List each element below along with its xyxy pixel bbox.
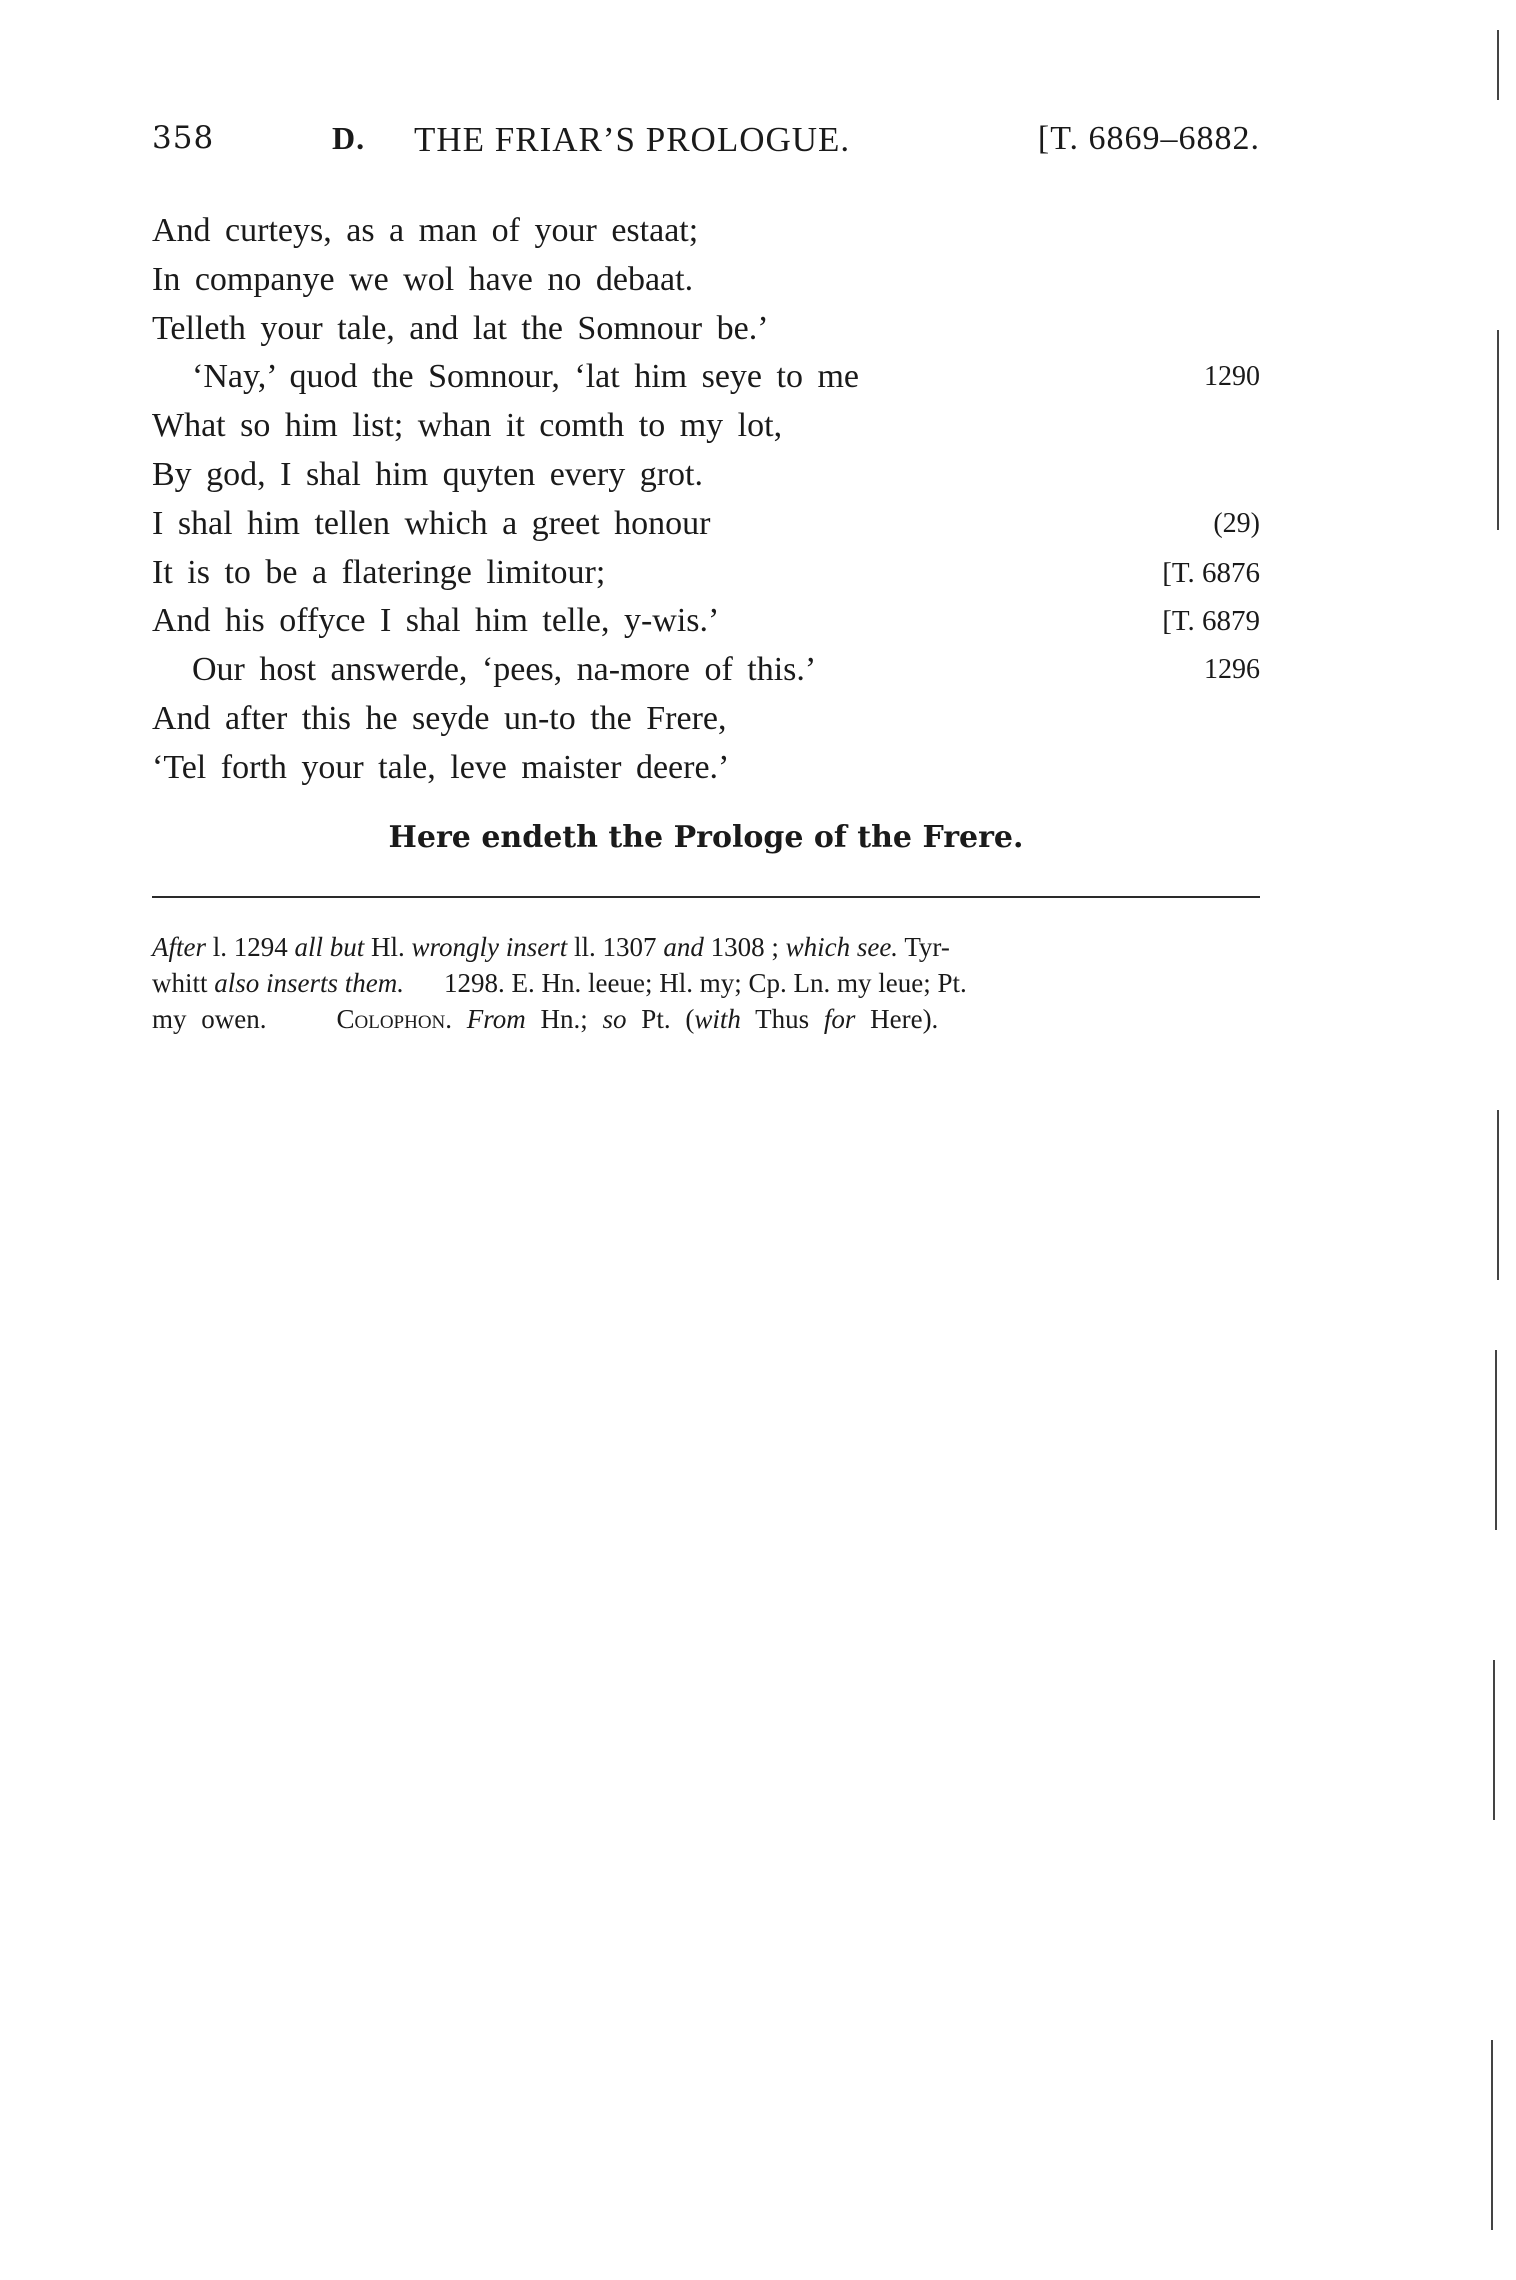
note-text: l. 1294 xyxy=(212,932,288,962)
note-line xyxy=(152,929,1260,965)
scan-edge-mark xyxy=(1491,2040,1493,2230)
note-italic: with xyxy=(694,1004,741,1034)
note-text: Thus xyxy=(755,1004,810,1034)
verse-text: And his offyce I shal him telle, y-wis.’ xyxy=(152,602,720,640)
verse-text: I shal him tellen which a greet honour xyxy=(152,504,711,542)
note-text: Tyr- xyxy=(904,932,950,962)
tyrwhitt-line-range: [T. 6869–6882. xyxy=(1037,120,1260,157)
verse-block xyxy=(152,207,1260,793)
verse-line xyxy=(152,207,1260,256)
verse-text: What so him list; whan it comth to my lot, xyxy=(152,407,783,445)
note-text: Hn.; xyxy=(540,1004,588,1034)
verse-line xyxy=(152,353,1260,402)
note-smallcaps: Colophon. xyxy=(336,1004,453,1034)
note-text: 1308 ; xyxy=(710,932,779,962)
note-line xyxy=(152,965,1260,1001)
section-letter: D. xyxy=(332,120,366,156)
note-italic: wrongly insert xyxy=(411,932,568,962)
page-title: THE FRIAR’S PROLOGUE. xyxy=(414,120,851,159)
verse-line xyxy=(152,500,1260,549)
scan-edge-mark xyxy=(1497,330,1499,530)
tyrwhitt-reference: [T. 6876 xyxy=(1162,556,1260,589)
verse-text: ‘Nay,’ quod the Somnour, ‘lat him seye to me xyxy=(192,358,860,396)
verse-line xyxy=(152,646,1260,695)
scan-edge-mark xyxy=(1497,1110,1499,1280)
note-italic: which see. xyxy=(785,932,899,962)
verse-line xyxy=(152,549,1260,598)
verse-line xyxy=(152,744,1260,793)
verse-text: It is to be a flateringe limitour; xyxy=(152,553,606,591)
note-text: 1298. E. Hn. leeue; Hl. my; Cp. Ln. my leue; Pt. xyxy=(444,968,967,998)
note-text: Pt. ( xyxy=(641,1004,695,1034)
verse-line xyxy=(152,305,1260,354)
verse-text: Telleth your tale, and lat the Somnour be.’ xyxy=(152,309,769,347)
verse-text: And after this he seyde un-to the Frere, xyxy=(152,699,727,737)
note-italic: From xyxy=(466,1004,526,1034)
verse-line xyxy=(152,451,1260,500)
verse-line xyxy=(152,695,1260,744)
note-italic: After xyxy=(152,932,206,962)
verse-text: And curteys, as a man of your estaat; xyxy=(152,212,699,249)
line-number: 1290 xyxy=(1204,361,1260,393)
note-text: Hl. xyxy=(371,932,405,962)
note-text: my owen. xyxy=(152,1004,267,1034)
verse-line xyxy=(152,597,1260,646)
page-number: 358 xyxy=(152,120,215,156)
colophon: Here endeth the Prologe of the Frere. xyxy=(388,820,1024,855)
note-italic: all but xyxy=(294,932,365,962)
verse-text: ‘Tel forth your tale, leve maister deere.’ xyxy=(152,748,730,786)
verse-text: Our host answerde, ‘pees, na-more of this.’ xyxy=(192,651,817,689)
note-text: ll. 1307 xyxy=(574,932,657,962)
note-italic: also inserts them. xyxy=(214,968,405,998)
note-text: whitt xyxy=(152,968,208,998)
footnote-divider xyxy=(152,896,1260,898)
marginal-reference: (29) xyxy=(1213,507,1260,539)
verse-text: In companye we wol have no debaat. xyxy=(152,260,694,298)
line-number: 1296 xyxy=(1204,654,1260,686)
running-header xyxy=(152,120,1260,172)
note-line xyxy=(152,1001,1260,1037)
scan-edge-mark xyxy=(1493,1660,1495,1820)
note-italic: for xyxy=(823,1004,856,1034)
note-italic: and xyxy=(663,932,704,962)
scan-edge-mark xyxy=(1497,30,1499,100)
textual-notes xyxy=(152,929,1260,1037)
note-text: Here). xyxy=(870,1004,939,1034)
tyrwhitt-reference: [T. 6879 xyxy=(1162,605,1260,638)
verse-line xyxy=(152,402,1260,451)
verse-text: By god, I shal him quyten every grot. xyxy=(152,455,703,493)
note-italic: so xyxy=(602,1004,627,1034)
scan-edge-mark xyxy=(1495,1350,1497,1530)
verse-line xyxy=(152,256,1260,305)
